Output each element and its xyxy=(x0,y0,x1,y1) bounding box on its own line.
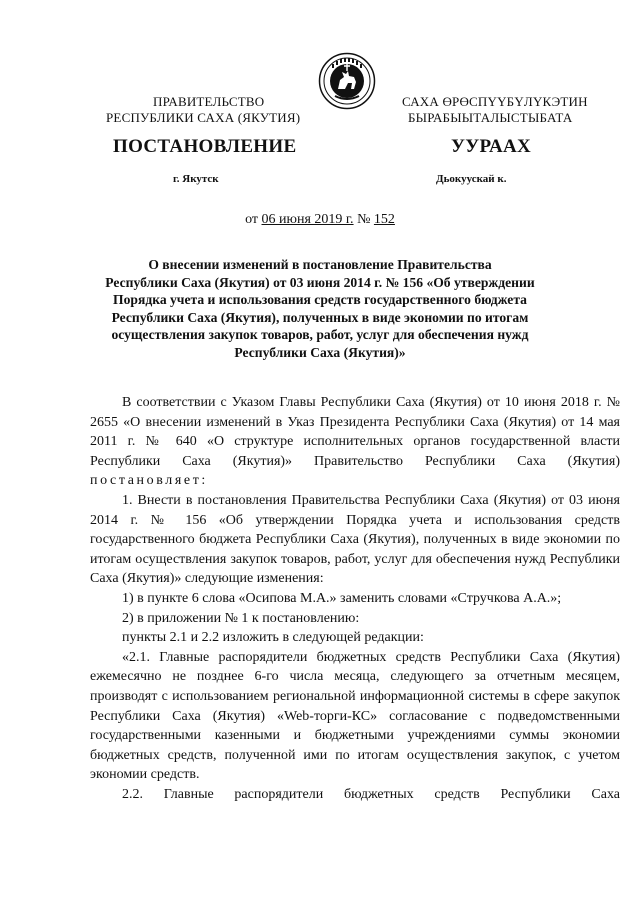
government-name-sah-line2: БЫРАБЫЫТАЛЫСТЫБАТА xyxy=(408,110,573,125)
preamble-paragraph xyxy=(90,393,620,491)
document-number: 152 xyxy=(373,212,395,227)
document-date: 06 июня 2019 г. xyxy=(261,212,354,227)
subject-line: Республики Саха (Якутия)» xyxy=(234,344,406,360)
document-body xyxy=(90,393,620,804)
date-prefix: от xyxy=(245,212,259,227)
preamble-text: В соответствии с Указом Главы Республики Саха (Якутия) от 10 июня 2018 г. № 2655 «О внесении изменений в Указ Президента Республики Саха (Якутия) от 14 мая 2011 г. № 640 «О структуре исполнительных органов государственной власти Республики Саха (Якутия)» Правительство Республики Саха (Якутия) xyxy=(90,395,620,469)
point-2-1-paragraph: «2.1. Главные распорядители бюджетных средств Республики Саха (Якутия) ежемесячно не позднее 6-го числа месяца, следующего за отчетным месяцем, производят с использованием региональной информационной системы в сфере закупок Республики Саха (Якутия) «Web-торги-КС» согласование с подведомственными государственными казенными и бюджетными учреждениями суммы экономии бюджетных средств, полученной ими по итогам осуществления закупок, с учетом экономии средств. xyxy=(90,649,620,783)
subclause-2-paragraph: 2) в приложении № 1 к постановлению: xyxy=(122,610,360,626)
subclause-1-paragraph: 1) в пункте 6 слова «Осипова М.А.» заменить словами «Стручкова А.А.»; xyxy=(122,590,562,606)
document-subject xyxy=(90,256,550,362)
coat-of-arms-emblem xyxy=(318,52,376,110)
government-name-ru-line2: РЕСПУБЛИКИ САХА (ЯКУТИЯ) xyxy=(106,110,301,125)
city-ru: г. Якутск xyxy=(173,173,219,185)
clause-1-paragraph: 1. Внести в постановления Правительства Республики Саха (Якутия) от 03 июня 2014 г. № 156 «Об утверждении Порядка учета и использования средств государственного бюджета Республики Саха (Якутия), полученных в виде экономии по итогам осуществления закупок товаров, работ, услуг для обеспечения нужд Республики Саха (Якутия)» следующие изменения: xyxy=(90,492,620,587)
resolve-word: постановляет: xyxy=(90,473,208,489)
subject-line: осуществления закупок товаров, работ, услуг для обеспечения нужд xyxy=(111,327,529,343)
number-sign: № xyxy=(357,212,371,227)
city-sah: Дьокуускай к. xyxy=(436,173,507,185)
date-number-line xyxy=(0,212,640,228)
subject-line: Республики Саха (Якутия), полученных в виде экономии по итогам xyxy=(111,309,529,325)
document-type-sah: УУРААХ xyxy=(451,136,532,157)
subject-line: Порядка учета и использования средств государственного бюджета xyxy=(113,292,527,308)
government-name-sah-line1: САХА ӨРӨСПҮҮБҮЛҮКЭТИН xyxy=(402,94,588,109)
document-type-ru: ПОСТАНОВЛЕНИЕ xyxy=(113,136,297,157)
points-wording-paragraph: пункты 2.1 и 2.2 изложить в следующей редакции: xyxy=(122,630,424,646)
government-name-ru-line1: ПРАВИТЕЛЬСТВО xyxy=(153,94,265,109)
subject-line: Республики Саха (Якутия) от 03 июня 2014 г. № 156 «Об утверждении xyxy=(105,274,535,290)
subject-line: О внесении изменений в постановление Правительства xyxy=(148,257,492,272)
point-2-2-paragraph: 2.2. Главные распорядители бюджетных средств Республики Саха xyxy=(122,786,620,802)
